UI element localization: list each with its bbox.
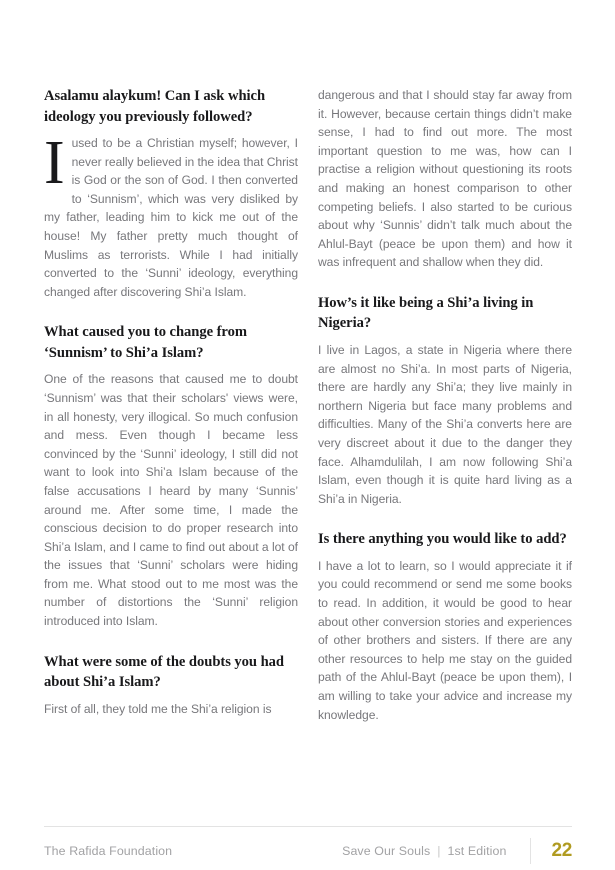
footer-separator: | — [437, 844, 441, 858]
footer-edition: 1st Edition — [447, 844, 507, 858]
page-number: 22 — [551, 840, 572, 861]
footer-vertical-divider — [530, 838, 531, 864]
footer-book-title: Save Our Souls — [342, 844, 431, 858]
question-heading: Asalamu alaykum! Can I ask which ideology you previously followed? — [44, 88, 266, 125]
answer-paragraph: First of all, they told me the Shi’a religion is — [44, 701, 272, 716]
answer-paragraph: I have a lot to learn, so I would appreciate it if you could recommend or send me some books to read. In addition, it would be good to hear about other conversion stories and experiences of other brothers and sisters. If there are any other resources to help me stay on the guided path of the Ahlul-Bayt (peace be upon them), I am willing to take your advice and increase my knowledge. — [318, 558, 572, 722]
answer-paragraph — [44, 129, 298, 301]
footer-divider-rule — [44, 826, 572, 827]
footer-right-group — [342, 838, 572, 864]
question-heading: Is there anything you would like to add? — [318, 531, 567, 548]
question-heading: What caused you to change from ‘Sunnism’ to Shi’a Islam? — [44, 324, 247, 361]
question-heading: What were some of the doubts you had about Shi’a Islam? — [44, 653, 284, 691]
qa-block-2 — [44, 322, 298, 630]
footer-organization: The Rafida Foundation — [44, 844, 173, 858]
answer-paragraph: One of the reasons that caused me to doubt ‘Sunnism’ was that their scholars' views were, in all honesty, very illogical. So much confusion and mess. Even though I became less convinced by the ‘Sunni’ ideology, I still did not want to look into Shi’a Islam because of the false accusations I heard by many ‘Sunnis’ around me. After some time, I made the conscious decision to do proper research into Shi’a Islam, and I came to find out about a lot of the issues that ‘Sunni’ scholars were hiding from me. What stood out to me most was the number of distortions the ‘Sunni’ religion introduced into Islam. — [44, 372, 298, 629]
qa-block-5 — [318, 293, 572, 508]
footer-content — [44, 838, 572, 864]
qa-block-3 — [44, 652, 298, 719]
left-column — [44, 86, 298, 786]
page-content — [44, 86, 572, 786]
qa-block-4-continuation — [318, 86, 572, 272]
page-footer — [44, 826, 572, 866]
right-column — [318, 86, 572, 786]
answer-text: used to be a Christian myself; however, I never really believed in the idea that Christ is God or the son of God. I then converted to ‘Sunnism’, which was very disliked by my father, leading him to kick me out of the house! My father pretty much thought of Muslims as terrorists. While I had initially converted to the ‘Sunni’ ideology, everything changed after discovering Shi’a Islam. — [44, 136, 298, 299]
drop-cap: I — [44, 129, 65, 197]
question-heading: How’s it like being a Shi’a living in Nigeria? — [318, 294, 534, 332]
qa-block-6 — [318, 529, 572, 724]
qa-block-1 — [44, 86, 298, 301]
answer-paragraph-continued: dangerous and that I should stay far away from it. However, because certain things didn’t make sense, I had to find out more. The most important question to me was, how can I practise a religion without questioning its roots and making an honest comparison to other competing beliefs. I also started to be curious about why ‘Sunnis’ didn’t talk much about the Ahlul-Bayt (peace be upon them) and how it was infrequent and shallow when they did. — [318, 88, 572, 270]
answer-paragraph: I live in Lagos, a state in Nigeria where there are almost no Shi’a. In most parts of Nigeria, there are hardly any Shi’a; they live mainly in northern Nigeria but face many problems and difficulties. Many of the Shi’a converts here are very discreet about it due to the danger they face. Alhamdulilah, I am now following Shi’a Islam, even though it is quite hard living as a Shi’a in Nigeria. — [318, 342, 572, 506]
